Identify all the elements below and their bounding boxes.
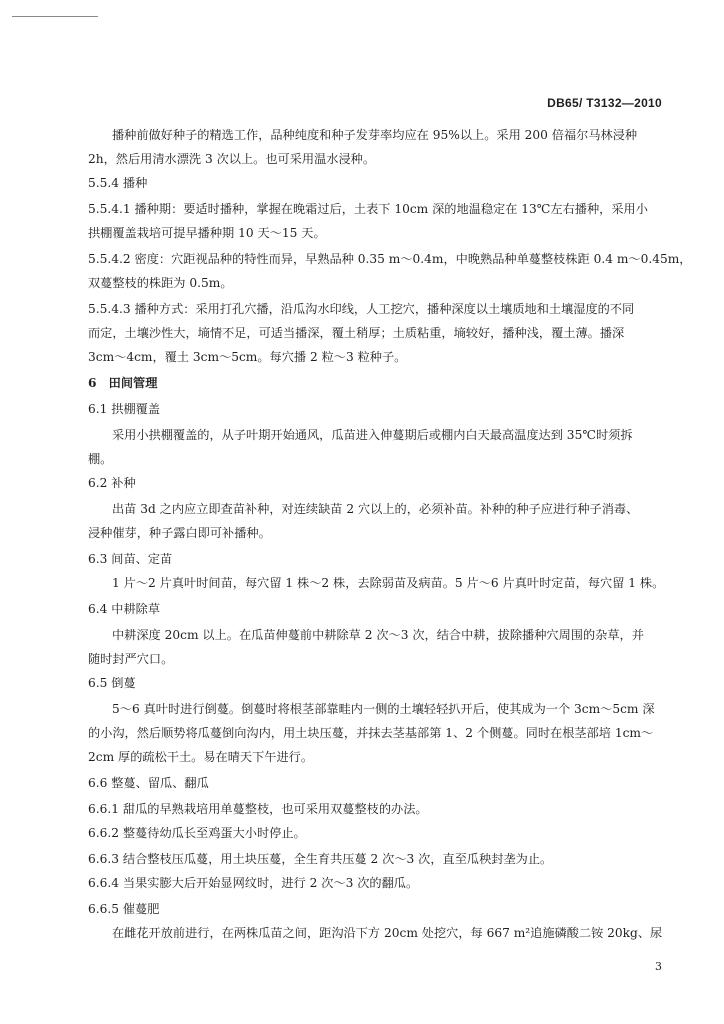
clause-line: 6.6.1 甜瓜的早熟栽培用单蔓整枝，也可采用双蔓整枝的办法。 [88,802,428,816]
clause-line: 拱棚覆盖栽培可提早播种期 10 天～15 天。 [88,226,326,240]
body-paragraph-line: 采用小拱棚覆盖的，从子叶期开始通风，瓜苗进入伸蔓期后或棚内白天最高温度达到 35℃时须拆 [112,428,633,442]
body-paragraph-line: 随时封严穴口。 [88,652,174,666]
clause-line: 5.5.4.1 播种期：要适时播种，掌握在晚霜过后，土表下 10cm 深的地温稳定在 13℃左右播种，采用小 [88,202,648,216]
body-paragraph-line: 2h，然后用清水漂洗 3 次以上。也可采用温水浸种。 [88,152,376,166]
chapter-heading: 6 田间管理 [88,376,158,390]
body-paragraph-line: 2cm 厚的疏松干土。易在晴天下午进行。 [88,750,314,764]
body-paragraph-line: 棚。 [88,452,113,466]
body-paragraph-line: 播种前做好种子的精选工作，品种纯度和种子发芽率均应在 95%以上。采用 200 倍福尔马林浸种 [112,128,638,142]
section-heading: 6.4 中耕除草 [88,602,161,616]
body-paragraph-line: 出苗 3d 之内应立即查苗补种，对连续缺苗 2 穴以上的，必须补苗。补种的种子应进行种子消毒、 [112,502,639,516]
body-paragraph-line: 中耕深度 20cm 以上。在瓜苗伸蔓前中耕除草 2 次～3 次，结合中耕，拔除播种穴周围的杂草，并 [112,628,644,642]
body-paragraph-line: 5～6 真叶时进行倒蔓。倒蔓时将根茎部靠畦内一侧的土壤轻轻扒开后，使其成为一个 3cm～5cm 深 [112,702,655,716]
document-number: DB65/ T3132—2010 [547,96,662,110]
section-heading: 6.6 整蔓、留瓜、翻瓜 [88,776,209,790]
clause-line: 5.5.4.3 播种方式：采用打孔穴播，沿瓜沟水印线，人工挖穴，播种深度以土壤质地和土壤湿度的不同 [88,302,635,316]
body-paragraph-line: 在雌花开放前进行，在两株瓜苗之间，距沟沿下方 20cm 处挖穴，每 667 m²追施磷酸二铵 20kg、尿 [112,926,663,940]
clause-line: 6.6.4 当果实膨大后开始显网纹时，进行 2 次～3 次的翻瓜。 [88,876,419,890]
clause-line: 双蔓整枝的株距为 0.5m。 [88,276,233,290]
header-rule [12,16,98,17]
clause-line: 5.5.4.2 密度：穴距视品种的特性而异，早熟品种 0.35 m～0.4m，中晚熟品种单蔓整枝株距 0.4 m～0.45m， [88,252,692,266]
body-paragraph-line: 的小沟，然后顺势将瓜蔓倒向沟内，用土块压蔓，并抹去茎基部第 1、2 个侧蔓。同时在根茎部培 1cm～ [88,726,654,740]
body-paragraph-line: 1 片～2 片真叶时间苗，每穴留 1 株～2 株，去除弱苗及病苗。5 片～6 片真叶时定苗，每穴留 1 株。 [112,576,665,590]
clause-line: 6.6.5 催蔓肥 [88,902,160,916]
clause-line: 而定，土壤沙性大，墒情不足，可适当播深，覆土稍厚；土质粘重，墒较好，播种浅，覆土薄。播深 [88,326,625,340]
clause-line: 6.6.2 整蔓待幼瓜长至鸡蛋大小时停止。 [88,826,306,840]
section-heading: 6.3 间苗、定苗 [88,552,173,566]
page-number: 3 [655,960,662,973]
section-heading: 5.5.4 播种 [88,176,148,190]
section-heading: 6.5 倒蔓 [88,676,136,690]
section-heading: 6.2 补种 [88,476,136,490]
clause-line: 6.6.3 结合整枝压瓜蔓，用土块压蔓，全生育共压蔓 2 次～3 次，直至瓜秧封垄为止。 [88,852,553,866]
section-heading: 6.1 拱棚覆盖 [88,402,161,416]
clause-line: 3cm～4cm，覆土 3cm～5cm。每穴播 2 粒～3 粒种子。 [88,350,407,364]
body-paragraph-line: 浸种催芽，种子露白即可补播种。 [88,526,271,540]
